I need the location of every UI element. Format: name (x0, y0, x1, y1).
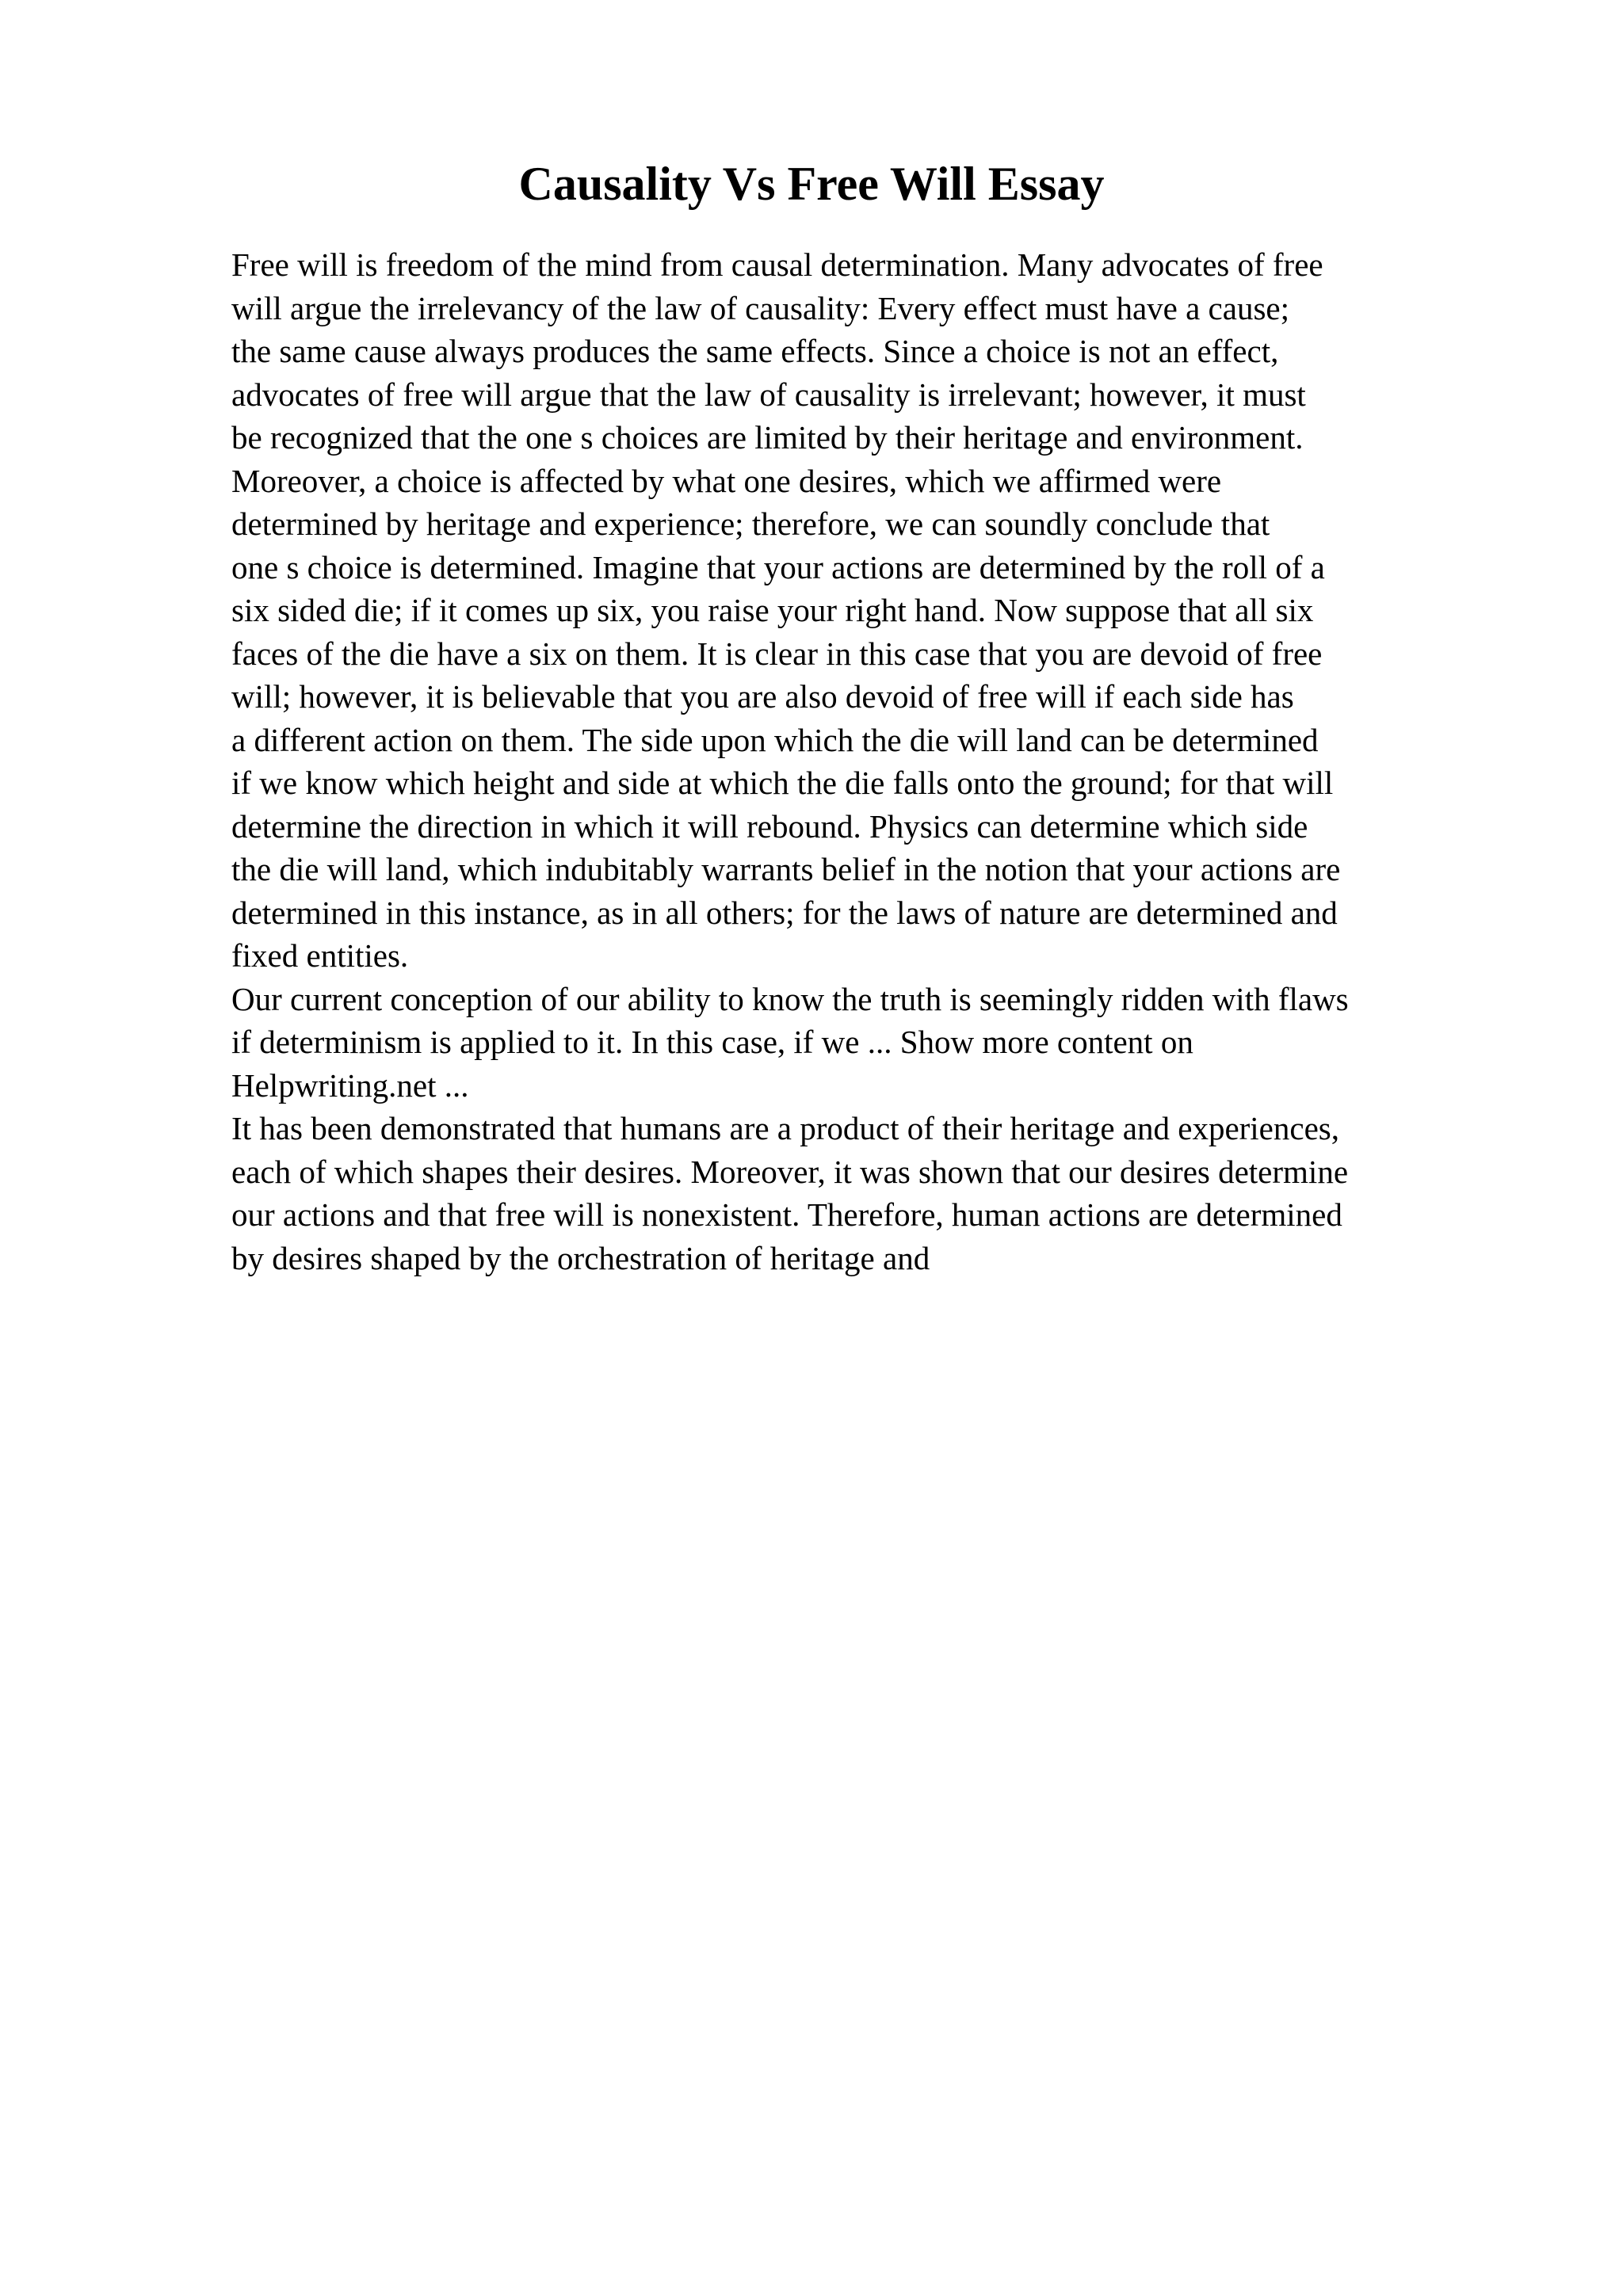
text-line: if we know which height and side at which the die falls onto the ground; for that will (231, 765, 1334, 801)
text-line: six sided die; if it comes up six, you raise your right hand. Now suppose that all six (231, 592, 1314, 628)
text-line: advocates of free will argue that the law of causality is irrelevant; however, it must (231, 376, 1306, 413)
text-line: fixed entities. (231, 937, 409, 974)
text-line: one s choice is determined. Imagine that your actions are determined by the roll of a (231, 548, 1325, 585)
text-line: Helpwriting.net ... (231, 1066, 469, 1104)
text-line: by desires shaped by the orchestration of heritage and (231, 1239, 930, 1276)
text-line: determined by heritage and experience; therefore, we can soundly conclude that (231, 505, 1270, 542)
text-line: the same cause always produces the same effects. Since a choice is not an effect, (231, 333, 1279, 369)
text-line: the die will land, which indubitably warrants belief in the notion that your actions are (231, 851, 1341, 887)
text-line: will; however, it is believable that you are also devoid of free will if each side has (231, 678, 1294, 715)
text-line: a different action on them. The side upon which the die will land can be determined (231, 721, 1319, 758)
text-line: Our current conception of our ability to know the truth is seemingly ridden with flaws (231, 980, 1349, 1017)
text-line: will argue the irrelevancy of the law of causality: Every effect must have a cause; (231, 289, 1289, 326)
text-line: determine the direction in which it will rebound. Physics can determine which side (231, 807, 1308, 845)
text-line: each of which shapes their desires. Moreover, it was shown that our desires determine (231, 1153, 1349, 1190)
text-line: our actions and that free will is nonexistent. Therefore, human actions are determined (231, 1196, 1342, 1233)
essay-body (231, 243, 1515, 1280)
text-line: be recognized that the one s choices are limited by their heritage and environment. (231, 419, 1304, 456)
text-line: faces of the die have a six on them. It is clear in this case that you are devoid of free (231, 635, 1323, 672)
text-line: Moreover, a choice is affected by what one desires, which we affirmed were (231, 462, 1222, 499)
text-line: determined in this instance, as in all others; for the laws of nature are determined and (231, 894, 1338, 931)
document-title: Causality Vs Free Will Essay (518, 158, 1105, 210)
text-line: Free will is freedom of the mind from causal determination. Many advocates of free (231, 246, 1323, 283)
text-line: It has been demonstrated that humans are a product of their heritage and experiences, (231, 1110, 1339, 1146)
text-line: if determinism is applied to it. In this case, if we ... Show more content on (231, 1024, 1193, 1060)
